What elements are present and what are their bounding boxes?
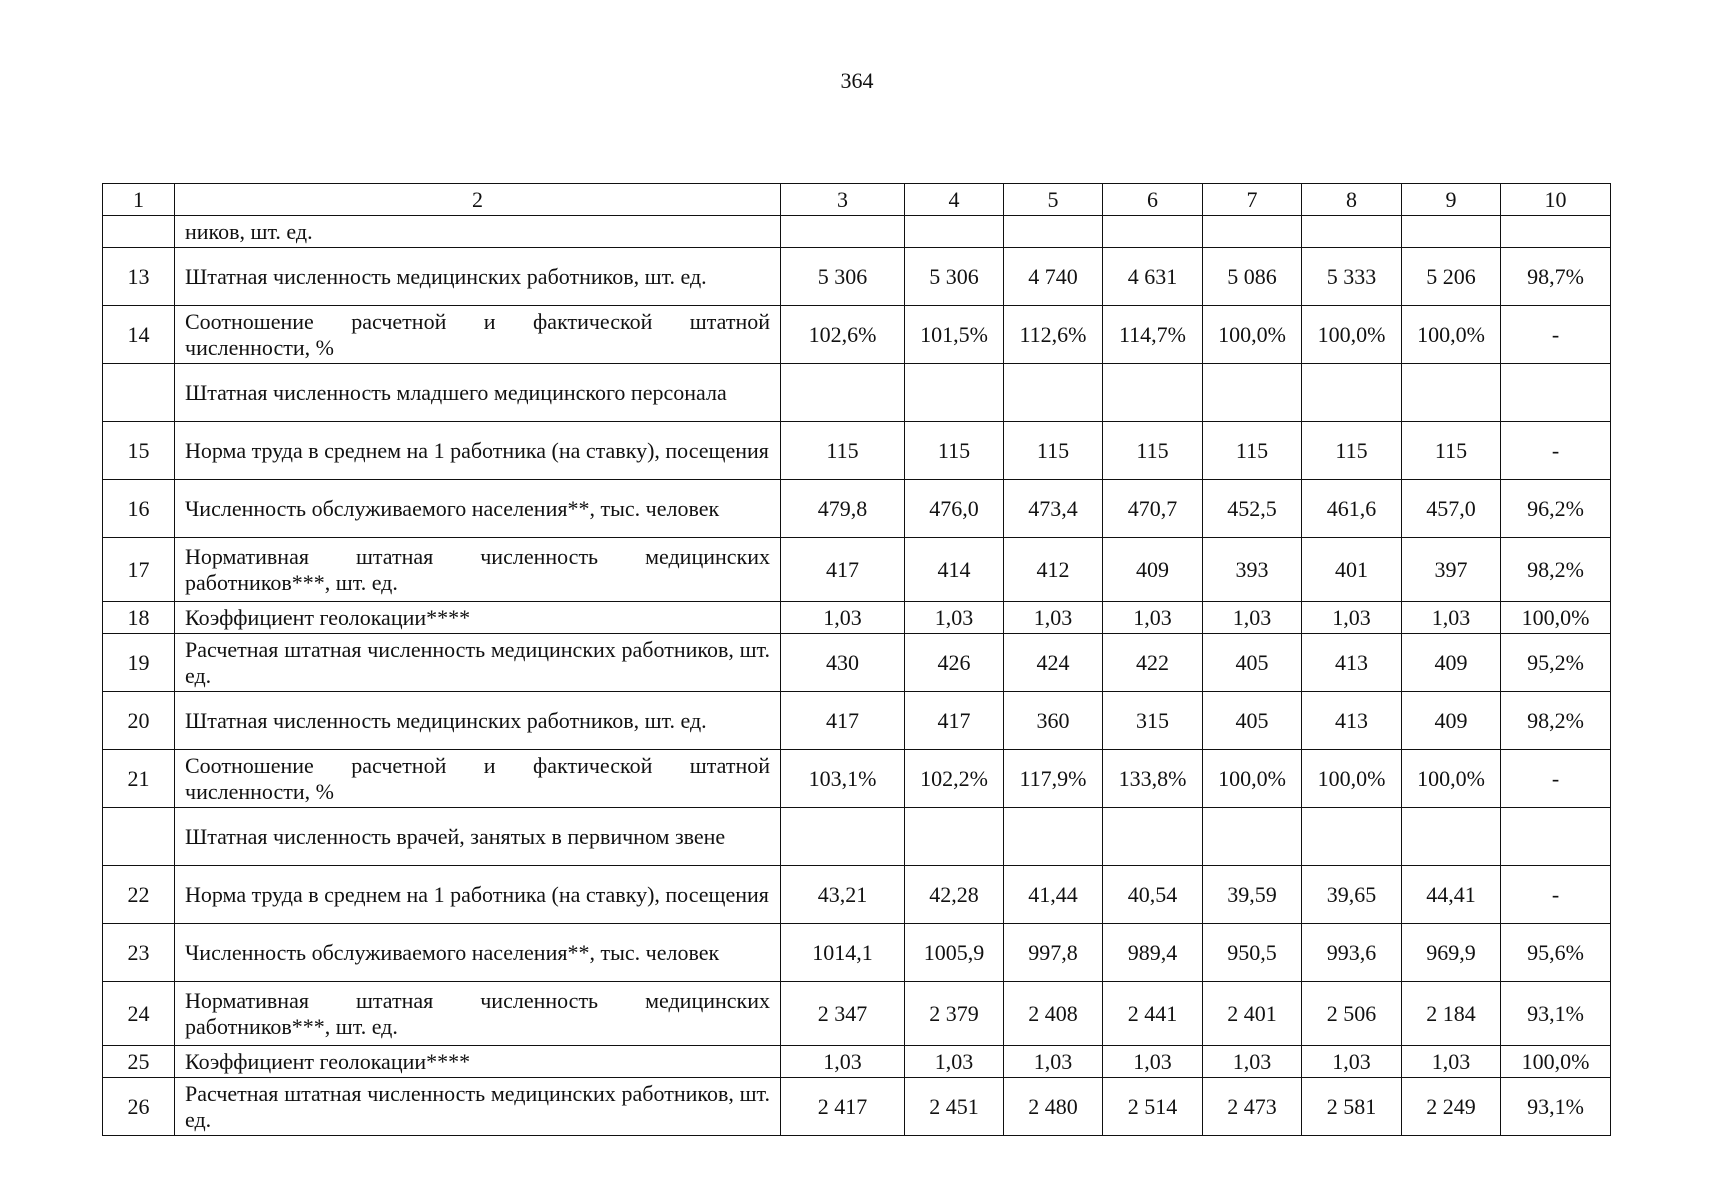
value-cell: 4 631 [1103,248,1203,306]
value-cell: 5 306 [905,248,1004,306]
value-cell [1302,364,1402,422]
value-cell: 452,5 [1203,480,1302,538]
value-cell: 950,5 [1203,924,1302,982]
table-row [103,306,1611,364]
row-description: Нормативная штатная численность медицинских работников***, шт. ед. [175,982,781,1046]
ratio-cell: - [1501,422,1611,480]
value-cell: 2 451 [905,1078,1004,1136]
ratio-cell: 95,2% [1501,634,1611,692]
value-cell: 2 441 [1103,982,1203,1046]
value-cell: 401 [1302,538,1402,602]
table-row [103,808,1611,866]
value-cell: 405 [1203,634,1302,692]
ratio-cell: 98,2% [1501,692,1611,750]
value-cell: 115 [1004,422,1103,480]
column-number-header: 3 [781,184,905,216]
table-row [103,1078,1611,1136]
value-cell: 473,4 [1004,480,1103,538]
value-cell: 470,7 [1103,480,1203,538]
value-cell: 4 740 [1004,248,1103,306]
value-cell: 100,0% [1402,306,1501,364]
value-cell: 1,03 [1004,602,1103,634]
value-cell: 989,4 [1103,924,1203,982]
row-description: Соотношение расчетной и фактической штатной численности, % [175,306,781,364]
value-cell: 100,0% [1203,750,1302,808]
table-row [103,982,1611,1046]
value-cell: 424 [1004,634,1103,692]
row-number: 13 [103,248,175,306]
value-cell: 412 [1004,538,1103,602]
value-cell: 417 [781,538,905,602]
value-cell: 115 [781,422,905,480]
value-cell [781,808,905,866]
row-number: 19 [103,634,175,692]
value-cell [905,364,1004,422]
table-row [103,480,1611,538]
value-cell: 2 417 [781,1078,905,1136]
value-cell: 2 347 [781,982,905,1046]
value-cell: 413 [1302,634,1402,692]
table-row [103,248,1611,306]
value-cell: 2 184 [1402,982,1501,1046]
row-number: 16 [103,480,175,538]
value-cell: 5 086 [1203,248,1302,306]
row-number: 15 [103,422,175,480]
row-number [103,808,175,866]
value-cell: 457,0 [1402,480,1501,538]
value-cell: 1,03 [1302,1046,1402,1078]
value-cell [1402,808,1501,866]
value-cell: 114,7% [1103,306,1203,364]
row-number: 22 [103,866,175,924]
ratio-cell: - [1501,866,1611,924]
value-cell: 1,03 [1004,1046,1103,1078]
value-cell: 997,8 [1004,924,1103,982]
value-cell: 1,03 [1402,1046,1501,1078]
row-number: 25 [103,1046,175,1078]
value-cell [1302,216,1402,248]
value-cell: 409 [1103,538,1203,602]
value-cell [781,216,905,248]
value-cell: 397 [1402,538,1501,602]
value-cell: 414 [905,538,1004,602]
value-cell: 112,6% [1004,306,1103,364]
value-cell: 100,0% [1302,750,1402,808]
ratio-cell [1501,364,1611,422]
value-cell: 5 206 [1402,248,1501,306]
value-cell: 133,8% [1103,750,1203,808]
value-cell: 5 306 [781,248,905,306]
row-description: Расчетная штатная численность медицинских работников, шт. ед. [175,1078,781,1136]
column-number-header: 10 [1501,184,1611,216]
row-description: Коэффициент геолокации**** [175,1046,781,1078]
ratio-cell: 95,6% [1501,924,1611,982]
value-cell: 115 [1203,422,1302,480]
value-cell: 413 [1302,692,1402,750]
table-row [103,750,1611,808]
value-cell: 1,03 [1103,1046,1203,1078]
value-cell: 41,44 [1004,866,1103,924]
ratio-cell: - [1501,306,1611,364]
value-cell: 43,21 [781,866,905,924]
value-cell: 2 581 [1302,1078,1402,1136]
row-description: Штатная численность медицинских работников, шт. ед. [175,692,781,750]
row-description: Расчетная штатная численность медицинских работников, шт. ед. [175,634,781,692]
value-cell: 1005,9 [905,924,1004,982]
header-row [103,184,1611,216]
value-cell: 44,41 [1402,866,1501,924]
value-cell: 969,9 [1402,924,1501,982]
value-cell: 426 [905,634,1004,692]
ratio-cell: 93,1% [1501,982,1611,1046]
value-cell: 2 473 [1203,1078,1302,1136]
row-description: Численность обслуживаемого населения**, тыс. человек [175,480,781,538]
row-number: 17 [103,538,175,602]
row-number [103,216,175,248]
value-cell: 1,03 [1103,602,1203,634]
ratio-cell: 100,0% [1501,1046,1611,1078]
value-cell [1302,808,1402,866]
ratio-cell: 98,7% [1501,248,1611,306]
value-cell: 1,03 [905,602,1004,634]
table-row [103,216,1611,248]
table-row [103,692,1611,750]
value-cell: 115 [1402,422,1501,480]
row-description: Коэффициент геолокации**** [175,602,781,634]
column-number-header: 9 [1402,184,1501,216]
value-cell: 1,03 [1302,602,1402,634]
value-cell [1203,216,1302,248]
value-cell [1203,364,1302,422]
value-cell: 2 249 [1402,1078,1501,1136]
value-cell: 117,9% [1004,750,1103,808]
row-description: Нормативная штатная численность медицинских работников***, шт. ед. [175,538,781,602]
column-number-header: 1 [103,184,175,216]
table-row [103,422,1611,480]
value-cell [1103,808,1203,866]
value-cell: 405 [1203,692,1302,750]
table-row [103,866,1611,924]
value-cell: 103,1% [781,750,905,808]
value-cell [1103,216,1203,248]
value-cell: 2 480 [1004,1078,1103,1136]
ratio-cell: 100,0% [1501,602,1611,634]
value-cell: 101,5% [905,306,1004,364]
value-cell: 2 506 [1302,982,1402,1046]
staffing-table [102,183,1611,1136]
table-row [103,602,1611,634]
row-number [103,364,175,422]
row-number: 24 [103,982,175,1046]
row-number: 26 [103,1078,175,1136]
value-cell [905,216,1004,248]
ratio-cell [1501,808,1611,866]
row-description: Соотношение расчетной и фактической штатной численности, % [175,750,781,808]
value-cell: 42,28 [905,866,1004,924]
value-cell: 409 [1402,634,1501,692]
value-cell: 115 [905,422,1004,480]
row-number: 14 [103,306,175,364]
value-cell: 479,8 [781,480,905,538]
value-cell: 100,0% [1402,750,1501,808]
ratio-cell: 96,2% [1501,480,1611,538]
value-cell: 430 [781,634,905,692]
table-row [103,364,1611,422]
ratio-cell: - [1501,750,1611,808]
ratio-cell: 98,2% [1501,538,1611,602]
value-cell: 1,03 [1203,1046,1302,1078]
value-cell: 1,03 [781,602,905,634]
column-number-header: 8 [1302,184,1402,216]
value-cell: 1,03 [781,1046,905,1078]
value-cell: 1014,1 [781,924,905,982]
value-cell: 315 [1103,692,1203,750]
value-cell: 461,6 [1302,480,1402,538]
row-description: Численность обслуживаемого населения**, тыс. человек [175,924,781,982]
value-cell: 102,2% [905,750,1004,808]
value-cell: 2 401 [1203,982,1302,1046]
value-cell: 115 [1103,422,1203,480]
row-description: Штатная численность врачей, занятых в первичном звене [175,808,781,866]
value-cell: 40,54 [1103,866,1203,924]
row-description: Штатная численность младшего медицинского персонала [175,364,781,422]
value-cell: 993,6 [1302,924,1402,982]
value-cell: 5 333 [1302,248,1402,306]
value-cell: 417 [781,692,905,750]
table-row [103,538,1611,602]
ratio-cell [1501,216,1611,248]
value-cell [1004,808,1103,866]
value-cell [905,808,1004,866]
value-cell: 393 [1203,538,1302,602]
value-cell: 2 514 [1103,1078,1203,1136]
value-cell: 1,03 [905,1046,1004,1078]
value-cell [1402,364,1501,422]
ratio-cell: 93,1% [1501,1078,1611,1136]
value-cell [1203,808,1302,866]
value-cell: 39,59 [1203,866,1302,924]
table-row [103,634,1611,692]
value-cell: 115 [1302,422,1402,480]
row-number: 23 [103,924,175,982]
row-number: 21 [103,750,175,808]
row-number: 20 [103,692,175,750]
row-number: 18 [103,602,175,634]
value-cell [1004,364,1103,422]
value-cell: 1,03 [1402,602,1501,634]
value-cell: 102,6% [781,306,905,364]
value-cell [781,364,905,422]
value-cell: 1,03 [1203,602,1302,634]
table-row [103,924,1611,982]
value-cell [1004,216,1103,248]
column-number-header: 6 [1103,184,1203,216]
value-cell: 360 [1004,692,1103,750]
row-description: Норма труда в среднем на 1 работника (на ставку), посещения [175,422,781,480]
table-row [103,1046,1611,1078]
row-description: ников, шт. ед. [175,216,781,248]
column-number-header: 5 [1004,184,1103,216]
value-cell [1103,364,1203,422]
page-number: 364 [840,68,874,93]
value-cell: 417 [905,692,1004,750]
column-number-header: 2 [175,184,781,216]
column-number-header: 7 [1203,184,1302,216]
value-cell [1402,216,1501,248]
value-cell: 409 [1402,692,1501,750]
row-description: Штатная численность медицинских работников, шт. ед. [175,248,781,306]
row-description: Норма труда в среднем на 1 работника (на ставку), посещения [175,866,781,924]
value-cell: 476,0 [905,480,1004,538]
value-cell: 2 408 [1004,982,1103,1046]
value-cell: 100,0% [1203,306,1302,364]
value-cell: 100,0% [1302,306,1402,364]
value-cell: 2 379 [905,982,1004,1046]
value-cell: 422 [1103,634,1203,692]
value-cell: 39,65 [1302,866,1402,924]
column-number-header: 4 [905,184,1004,216]
